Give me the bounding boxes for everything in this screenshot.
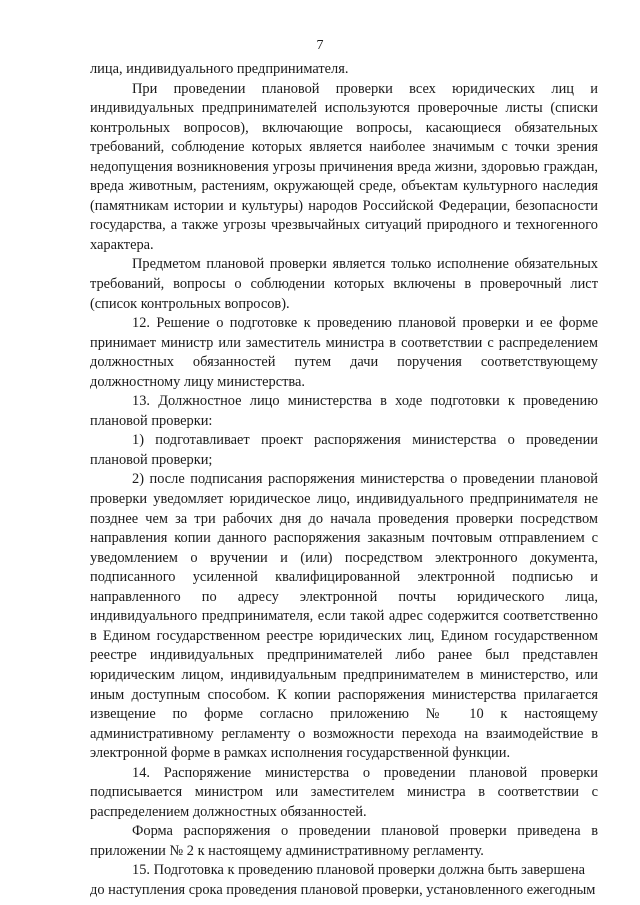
document-body <box>90 60 598 901</box>
paragraph-order-form: Форма распоряжения о проведении плановой проверки приведена в приложении № 2 к настоящему административному регламенту. <box>90 823 598 859</box>
paragraph-checklists: При проведении плановой проверки всех юридических лиц и индивидуальных предпринимателей используются проверочные листы (списки контрольных вопросов), включающие вопросы, касающиеся обязательных требований, соблюдение которых является наиболее значимым с точки зрения недопущения возникновения угрозы причинения вреда жизни, здоровью граждан, вреда животным, растениям, окружающей среде, объектам культурного наследия (памятникам истории и культуры) народов Российской Федерации, безопасности государства, а также угрозы чрезвычайных ситуаций природного и техногенного характера. <box>90 80 598 253</box>
paragraph-subitem-2: 2) после подписания распоряжения министерства о проведении плановой проверки уведомляет юридическое лицо, индивидуального предпринимателя не позднее чем за три рабочих дня до начала проведения проверки посредством направления копии данного распоряжения заказным почтовым отправлением с уведомлением о вручении и (или) посредством электронного документа, подписанного усиленной квалифицированной электронной подписью и направленного по адресу электронной почты юридического лица, индивидуального предпринимателя, если такой адрес содержится соответственно в Едином государственном реестре юридических лиц, Едином государственном реестре индивидуальных предпринимателей либо ранее был представлен юридическим лицом, индивидуальным предпринимателем в министерство, или иным доступным способом. К копии распоряжения министерства прилагается извещение по форме согласно приложению № 10 к настоящему административному регламенту о возможности перехода на взаимодействие в электронной форме в рамках исполнения государственной функции. <box>90 471 598 762</box>
paragraph-item-15: 15. Подготовка к проведению плановой проверки должна быть завершена до наступления срока проведения плановой проверки, установленного ежегодным <box>90 862 596 898</box>
page-number: 7 <box>316 38 324 53</box>
paragraph-subject: Предметом плановой проверки является только исполнение обязательных требований, вопросы о соблюдении которых включены в проверочный лист (список контрольных вопросов). <box>90 256 598 312</box>
paragraph-subitem-1: 1) подготавливает проект распоряжения министерства о проведении плановой проверки; <box>90 432 598 468</box>
paragraph-item-14: 14. Распоряжение министерства о проведении плановой проверки подписывается министром или заместителем министра в соответствии с распределением должностных обязанностей. <box>90 764 598 820</box>
paragraph-item-13: 13. Должностное лицо министерства в ходе подготовки к проведению плановой проверки: <box>90 393 598 429</box>
paragraph-continuation: лица, индивидуального предпринимателя. <box>90 61 349 77</box>
paragraph-item-12: 12. Решение о подготовке к проведению плановой проверки и ее форме принимает министр или заместитель министра в соответствии с распределением должностных обязанностей путем дачи поручения соответствующему должностному лицу министерства. <box>90 315 598 390</box>
